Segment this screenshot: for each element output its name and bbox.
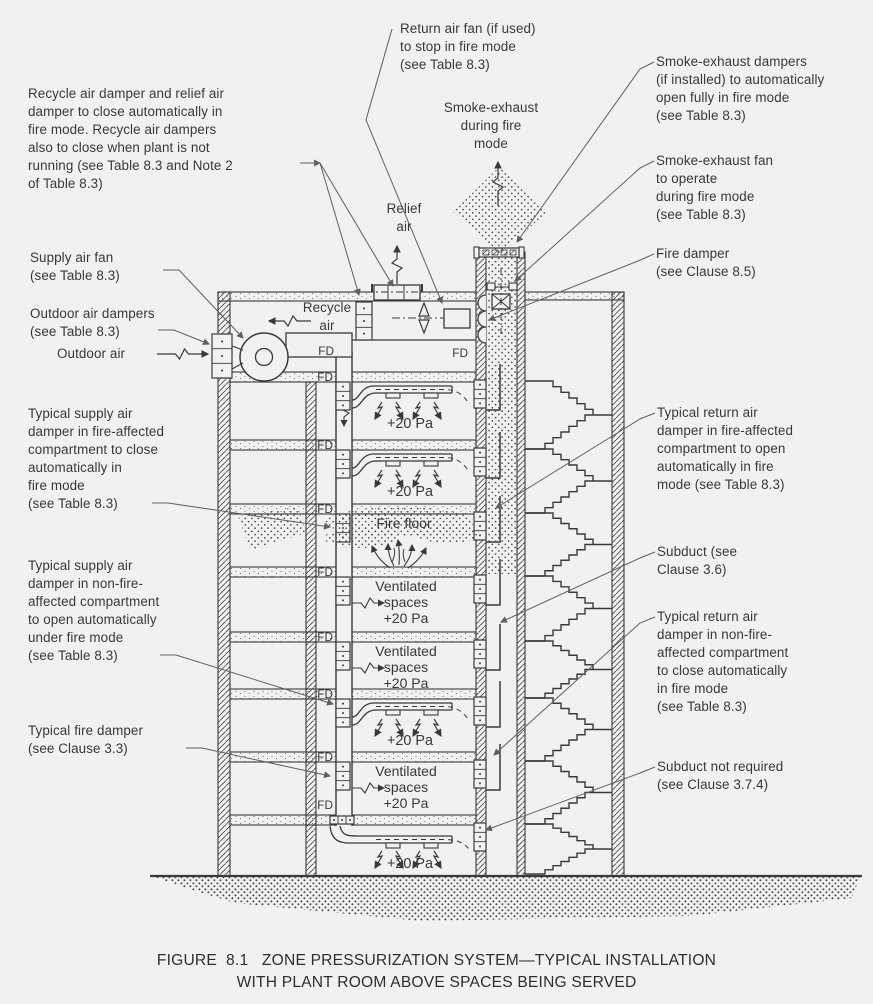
svg-text:Supply air fan: Supply air fan (30, 250, 114, 265)
svg-text:Ventilated: Ventilated (375, 643, 437, 659)
svg-text:to open automatically: to open automatically (28, 612, 157, 627)
svg-text:(see Clause 8.5): (see Clause 8.5) (656, 264, 756, 279)
svg-text:FD: FD (317, 438, 333, 452)
svg-text:air: air (319, 318, 335, 333)
svg-text:(see Clause 3.7.4): (see Clause 3.7.4) (657, 777, 769, 792)
svg-text:Fire floor: Fire floor (376, 515, 432, 531)
svg-text:spaces: spaces (383, 779, 429, 795)
svg-text:damper in fire-affected: damper in fire-affected (657, 423, 794, 438)
svg-text:to stop in fire mode: to stop in fire mode (400, 39, 516, 54)
svg-text:+20 Pa: +20 Pa (383, 795, 429, 811)
svg-text:+20 Pa: +20 Pa (386, 856, 434, 872)
svg-text:fire mode: fire mode (28, 478, 85, 493)
svg-text:+20 Pa: +20 Pa (383, 610, 429, 626)
svg-text:Typical return air: Typical return air (657, 405, 758, 420)
svg-text:(see Table 8.3): (see Table 8.3) (656, 108, 746, 123)
svg-text:to close automatically: to close automatically (657, 663, 788, 678)
svg-text:Fire damper: Fire damper (656, 246, 730, 261)
svg-text:spaces: spaces (383, 594, 429, 610)
svg-text:FD: FD (452, 346, 468, 360)
svg-text:Subduct (see: Subduct (see (657, 544, 738, 559)
svg-text:FD: FD (317, 370, 333, 384)
callout-outdoor-air (57, 346, 126, 361)
svg-text:fire mode. Recycle air dampers: fire mode. Recycle air dampers (28, 122, 217, 137)
svg-text:damper in fire-affected: damper in fire-affected (28, 424, 165, 439)
svg-text:spaces: spaces (383, 659, 429, 675)
svg-text:Relief: Relief (386, 201, 422, 216)
svg-text:(see Table 8.3): (see Table 8.3) (28, 648, 118, 663)
svg-text:automatically in: automatically in (28, 460, 122, 475)
svg-text:mode: mode (474, 136, 508, 151)
svg-text:(if installed) to automaticall: (if installed) to automatically (656, 72, 825, 87)
svg-text:(see Clause 3.3): (see Clause 3.3) (28, 741, 128, 756)
svg-text:+20 Pa: +20 Pa (386, 484, 434, 500)
svg-text:Recycle air damper and relief: Recycle air damper and relief air (28, 86, 225, 101)
svg-text:damper in non-fire-: damper in non-fire- (657, 627, 773, 642)
svg-text:Clause 3.6): Clause 3.6) (657, 562, 727, 577)
svg-text:Return air fan (if used): Return air fan (if used) (400, 21, 536, 36)
svg-text:running (see Table 8.3 and Not: running (see Table 8.3 and Note 2 (28, 158, 233, 173)
svg-text:+20 Pa: +20 Pa (386, 733, 434, 749)
left-outer-wall (218, 292, 230, 876)
svg-text:FD: FD (317, 750, 333, 764)
svg-text:FD: FD (317, 798, 333, 812)
svg-text:FD: FD (317, 687, 333, 701)
svg-text:(see Table 8.3): (see Table 8.3) (30, 268, 120, 283)
svg-text:Smoke-exhaust fan: Smoke-exhaust fan (656, 153, 774, 168)
svg-text:damper in non-fire-: damper in non-fire- (28, 576, 144, 591)
svg-text:(see Table 8.3): (see Table 8.3) (28, 496, 118, 511)
svg-text:(see Table 8.3): (see Table 8.3) (657, 699, 747, 714)
svg-text:during fire: during fire (460, 118, 522, 133)
svg-text:Subduct not required: Subduct not required (657, 759, 784, 774)
svg-text:to operate: to operate (656, 171, 718, 186)
svg-text:Ventilated: Ventilated (375, 763, 437, 779)
svg-text:of Table 8.3): of Table 8.3) (28, 176, 103, 191)
svg-text:affected compartment: affected compartment (657, 645, 789, 660)
svg-text:Typical supply air: Typical supply air (28, 406, 133, 421)
svg-text:compartment to close: compartment to close (28, 442, 159, 457)
svg-text:Typical supply air: Typical supply air (28, 558, 133, 573)
svg-text:+20 Pa: +20 Pa (383, 675, 429, 691)
svg-text:FD: FD (317, 502, 333, 516)
svg-text:under fire mode: under fire mode (28, 630, 124, 645)
svg-text:FD: FD (317, 565, 333, 579)
svg-text:damper to close automatically: damper to close automatically in (28, 104, 223, 119)
svg-text:Smoke-exhaust: Smoke-exhaust (443, 100, 539, 115)
svg-text:+20 Pa: +20 Pa (386, 416, 434, 432)
svg-text:in fire mode: in fire mode (657, 681, 729, 696)
svg-text:compartment to open: compartment to open (657, 441, 786, 456)
svg-text:FD: FD (318, 344, 334, 358)
right-outer-wall (612, 292, 624, 876)
figure-caption-line1: FIGURE 8.1 ZONE PRESSURIZATION SYSTEM—TYPICAL INSTALLATION (156, 952, 717, 969)
svg-text:automatically in fire: automatically in fire (657, 459, 774, 474)
svg-text:mode (see Table 8.3): mode (see Table 8.3) (657, 477, 785, 492)
svg-text:open fully in fire mode: open fully in fire mode (656, 90, 790, 105)
svg-text:air: air (396, 219, 412, 234)
svg-text:FD: FD (317, 630, 333, 644)
svg-text:Smoke-exhaust dampers: Smoke-exhaust dampers (656, 54, 807, 69)
svg-text:Outdoor air dampers: Outdoor air dampers (30, 306, 155, 321)
svg-text:(see Table 8.3): (see Table 8.3) (656, 207, 746, 222)
svg-text:Outdoor air: Outdoor air (57, 346, 126, 361)
figure-caption-line2: WITH PLANT ROOM ABOVE SPACES BEING SERVED (236, 974, 637, 991)
svg-text:also to close when plant is no: also to close when plant is not (28, 140, 210, 155)
svg-text:Typical return air: Typical return air (657, 609, 758, 624)
stair-shaft-left-wall (517, 252, 525, 876)
svg-text:during fire mode: during fire mode (656, 189, 755, 204)
inner-wall (306, 382, 316, 876)
svg-text:Typical fire damper: Typical fire damper (28, 723, 144, 738)
svg-text:(see Table 8.3): (see Table 8.3) (400, 57, 490, 72)
svg-text:(see Table 8.3): (see Table 8.3) (30, 324, 120, 339)
svg-text:Ventilated: Ventilated (375, 578, 437, 594)
svg-text:Recycle: Recycle (302, 300, 352, 315)
svg-text:affected compartment: affected compartment (28, 594, 160, 609)
